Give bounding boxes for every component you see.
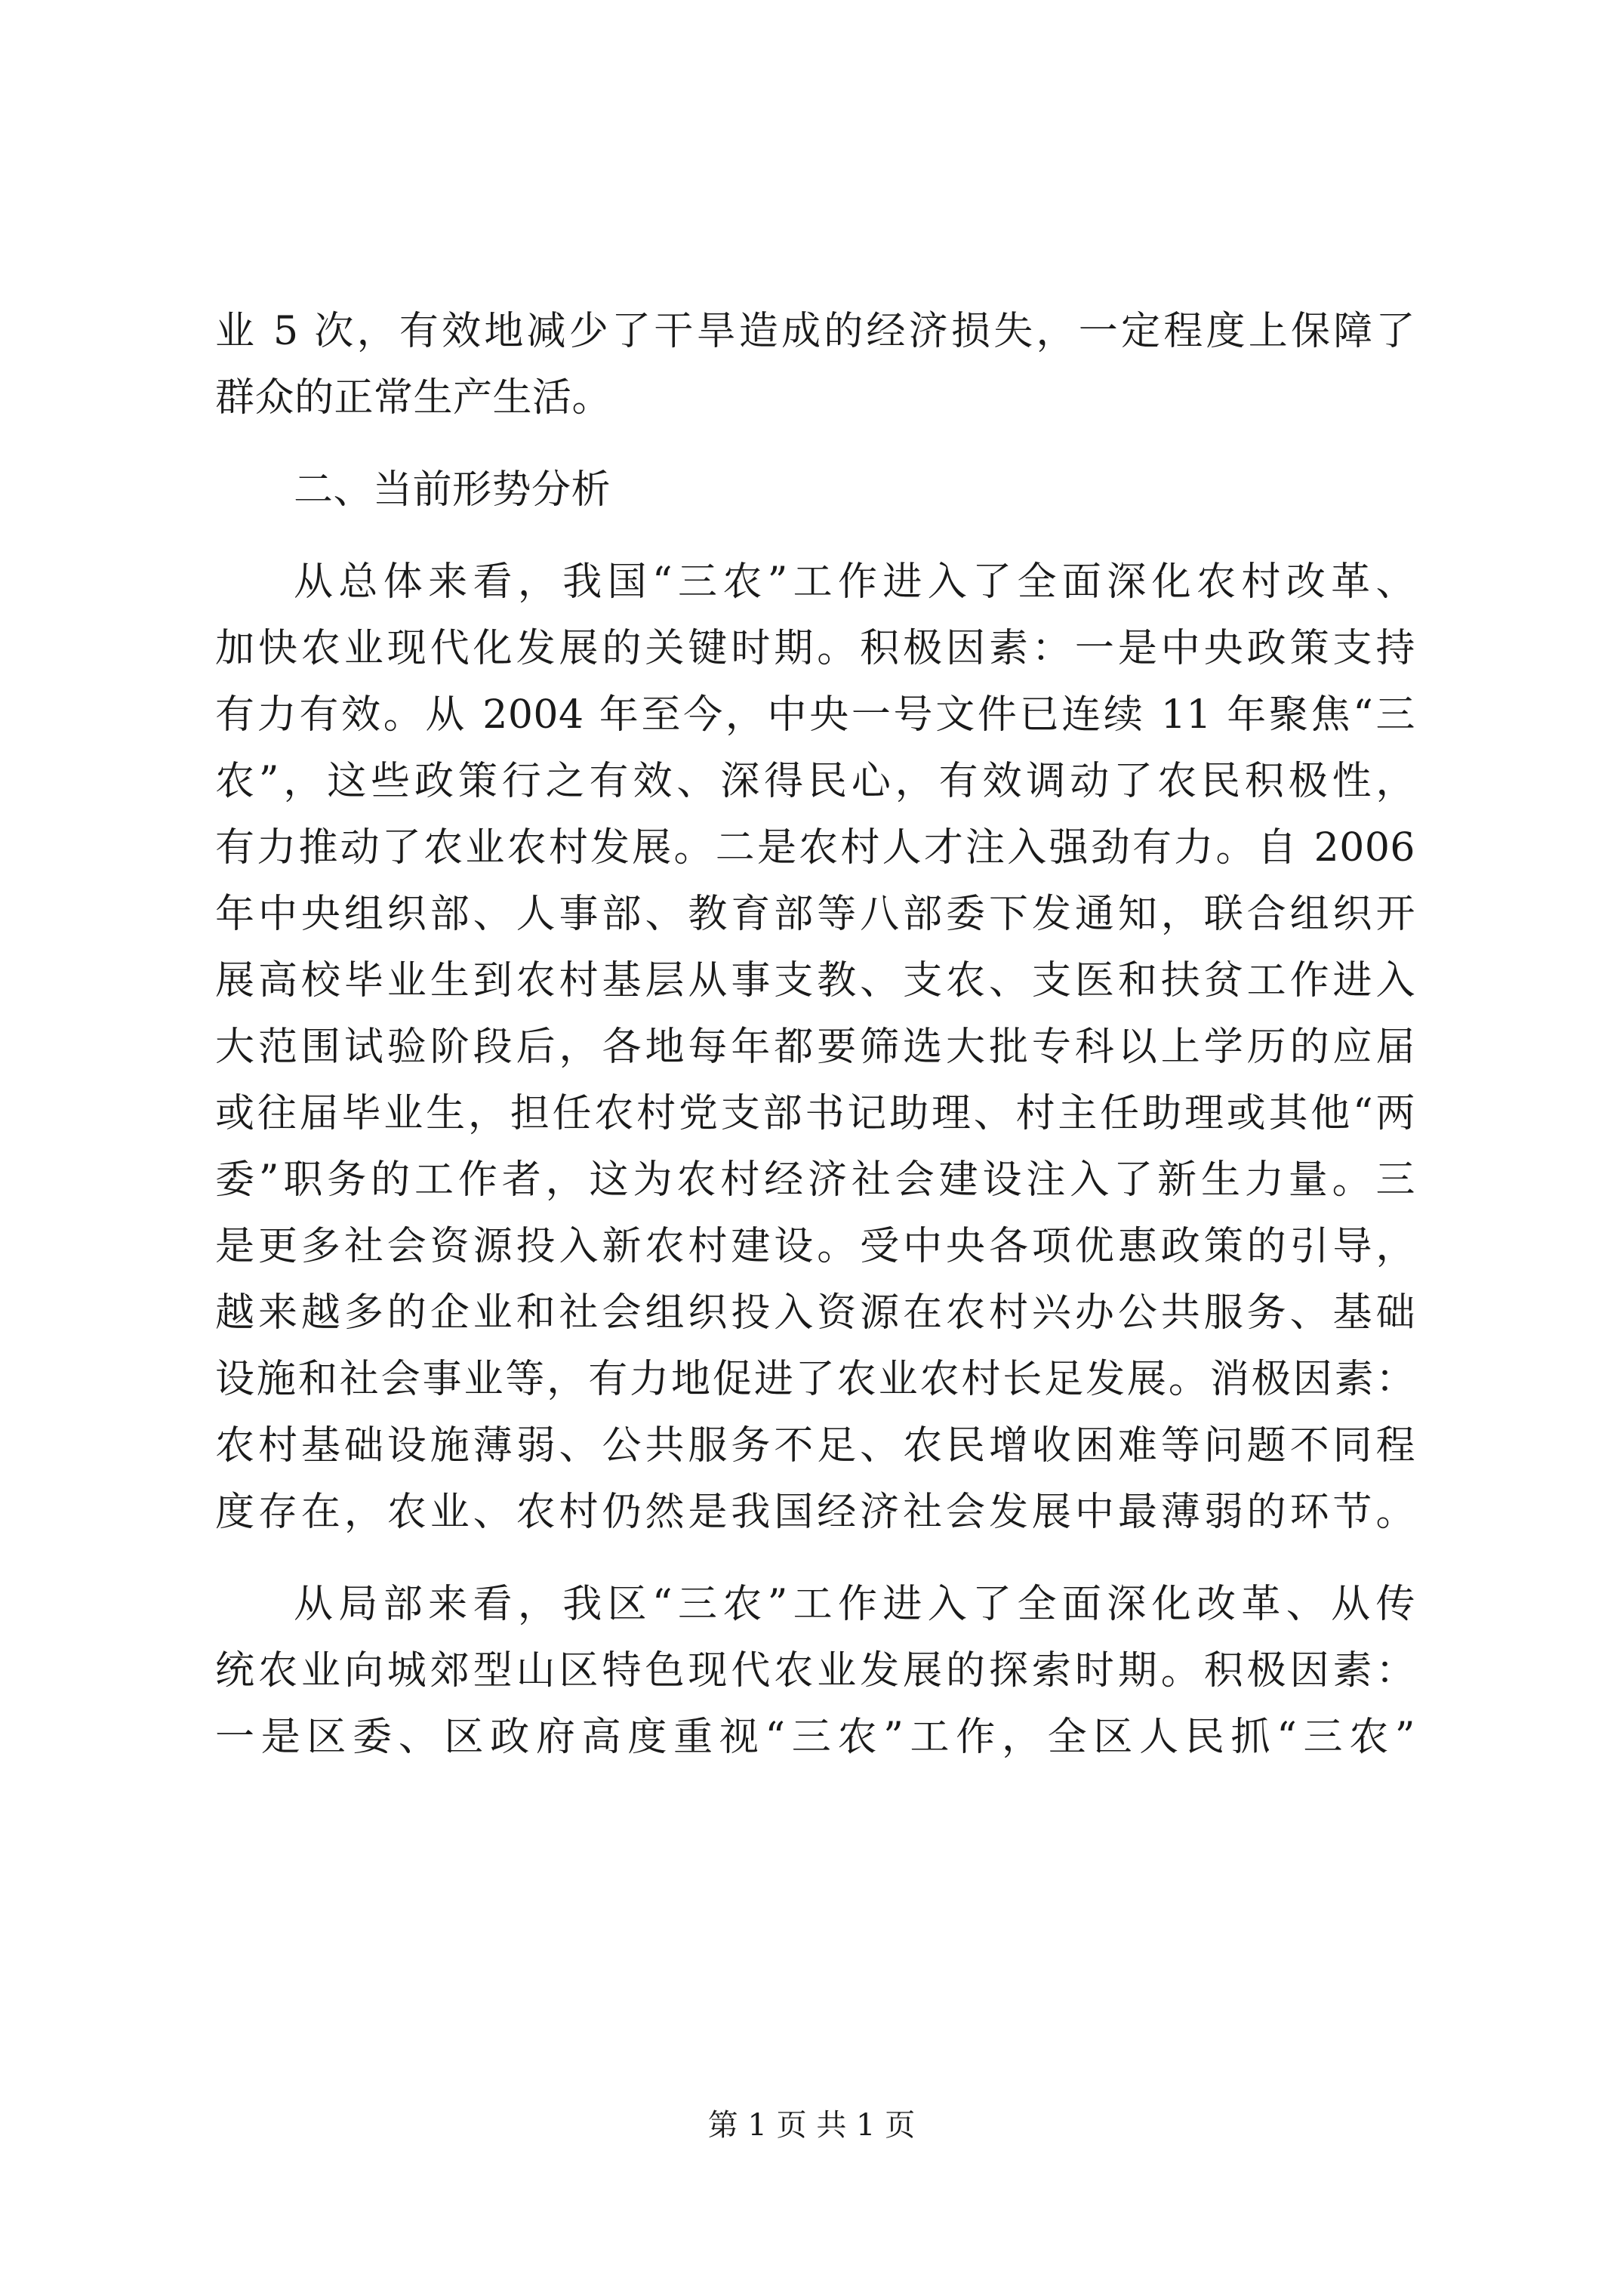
text-line: 农村基础设施薄弱、公共服务不足、农民增收困难等问题不同程 <box>215 1423 1415 1469</box>
page-number-footer: 第 1 页 共 1 页 <box>707 2108 916 2143</box>
document-body <box>215 298 1415 1771</box>
text-line: 农”，这些政策行之有效、深得民心，有效调动了农民积极性， <box>215 759 1415 804</box>
text-line: 从局部来看，我区“三农”工作进入了全面深化改革、从传 <box>294 1582 1415 1627</box>
section-heading: 二、当前形势分析 <box>294 467 611 513</box>
text-line: 是更多社会资源投入新农村建设。受中央各项优惠政策的引导， <box>215 1224 1415 1269</box>
text-line: 设施和社会事业等，有力地促进了农业农村长足发展。消极因素： <box>215 1357 1415 1402</box>
text-line: 有力推动了农业农村发展。二是农村人才注入强劲有力。自 2006 <box>215 825 1415 871</box>
text-line: 一是区委、区政府高度重视“三农”工作，全区人民抓“三农” <box>215 1715 1415 1760</box>
text-line: 业 5 次，有效地减少了干旱造成的经济损失，一定程度上保障了 <box>215 309 1415 354</box>
text-line: 越来越多的企业和社会组织投入资源在农村兴办公共服务、基础 <box>215 1290 1415 1336</box>
text-line: 年中央组织部、人事部、教育部等八部委下发通知，联合组织开 <box>215 892 1415 937</box>
text-line: 委”职务的工作者，这为农村经济社会建设注入了新生力量。三 <box>215 1157 1415 1203</box>
text-line: 度存在，农业、农村仍然是我国经济社会发展中最薄弱的环节。 <box>215 1490 1415 1535</box>
text-line: 大范围试验阶段后，各地每年都要筛选大批专科以上学历的应届 <box>215 1025 1415 1070</box>
text-line: 或往届毕业生，担任农村党支部书记助理、村主任助理或其他“两 <box>215 1091 1415 1136</box>
text-line: 统农业向城郊型山区特色现代农业发展的探索时期。积极因素： <box>215 1648 1415 1693</box>
text-line: 展高校毕业生到农村基层从事支教、支农、支医和扶贫工作进入 <box>215 958 1415 1003</box>
text-line: 群众的正常生产生活。 <box>215 375 612 421</box>
text-line: 有力有效。从 2004 年至今，中央一号文件已连续 11 年聚焦“三 <box>215 692 1415 738</box>
text-line: 加快农业现代化发展的关键时期。积极因素：一是中央政策支持 <box>215 626 1415 671</box>
text-line: 从总体来看，我国“三农”工作进入了全面深化农村改革、 <box>294 559 1415 605</box>
